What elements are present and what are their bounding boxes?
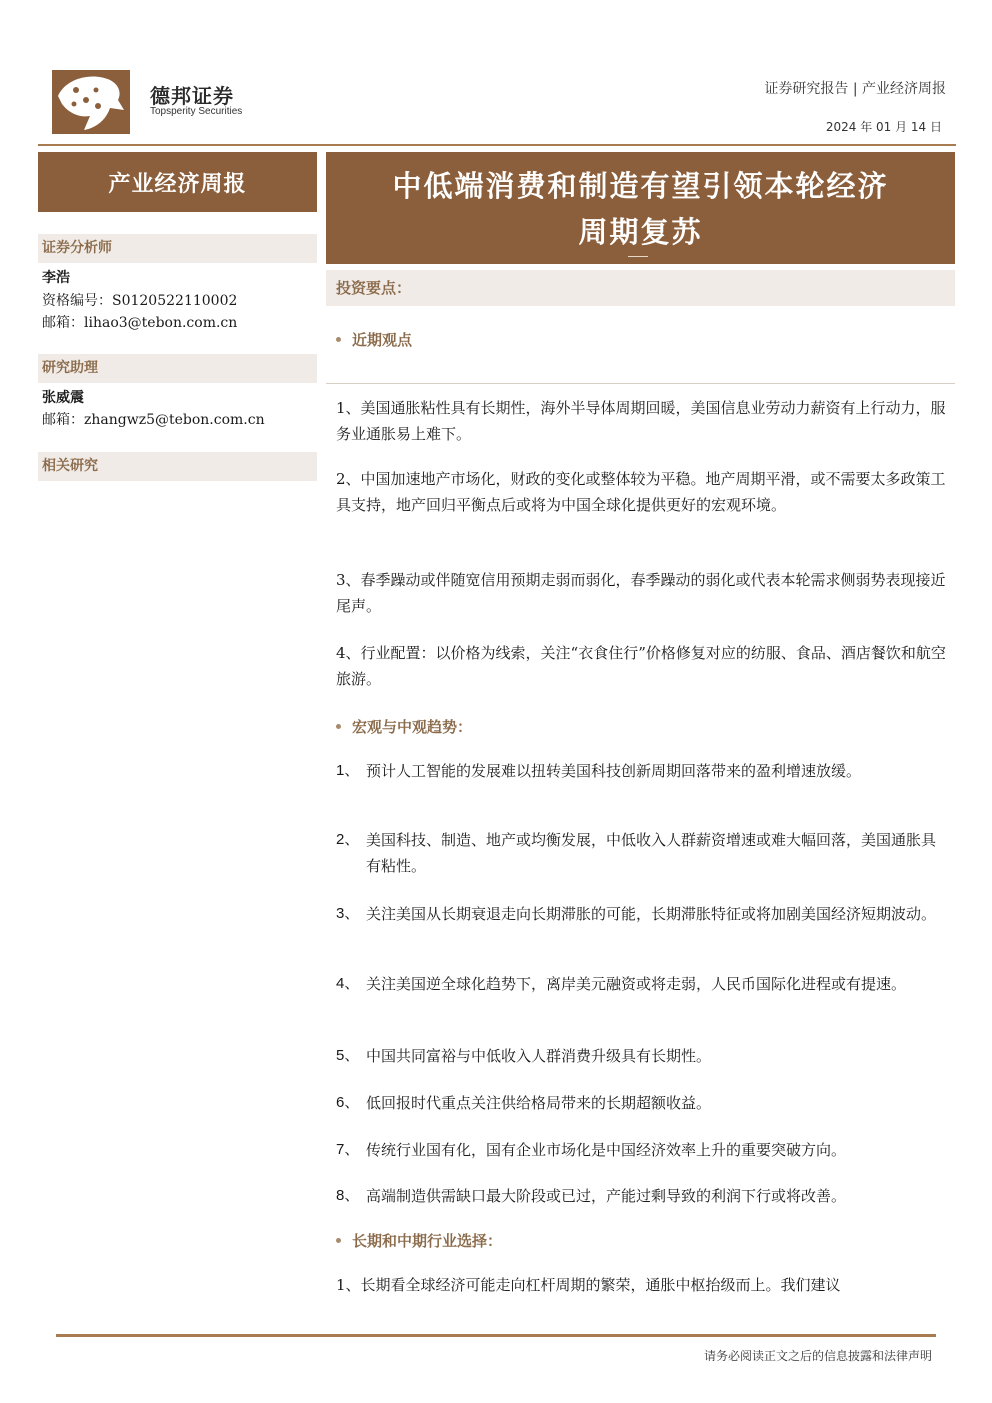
report-category-banner: 产业经济周报 <box>38 152 317 212</box>
section-divider <box>326 383 955 384</box>
analyst-email: 邮箱：lihao3@tebon.com.cn <box>42 315 238 331</box>
list-item-number: 5、 <box>336 1047 360 1064</box>
list-item <box>336 1137 946 1163</box>
list-item-text: 美国科技、制造、地产或均衡发展，中低收入人群薪资增速或难大幅回落，美国通胀具有粘性。 <box>366 831 937 875</box>
list-item <box>336 1090 946 1116</box>
recent-view-paragraph: 2、中国加速地产市场化，财政的变化或整体较为平稳。地产周期平滑，或不需要太多政策工具支持，地产回归平衡点后或将为中国全球化提供更好的宏观环境。 <box>336 470 946 514</box>
key-points-heading: 投资要点： <box>326 270 955 306</box>
brand-name-cn: 德邦证券 <box>150 84 234 108</box>
brand-name-en: Topsperity Securities <box>150 106 243 117</box>
list-item-text: 低回报时代重点关注供给格局带来的长期超额收益。 <box>366 1094 712 1112</box>
recent-view-paragraph: 3、春季躁动或伴随宽信用预期走弱而弱化，春季躁动的弱化或代表本轮需求侧弱势表现接近尾声。 <box>336 571 946 615</box>
macro-trends-label: 宏观与中观趋势： <box>352 718 473 736</box>
list-item-text: 关注美国从长期衰退走向长期滞胀的可能，长期滞胀特征或将加剧美国经济短期波动。 <box>366 905 937 923</box>
footer-disclaimer: 请务必阅读正文之后的信息披露和法律声明 <box>703 1349 932 1363</box>
industry-selection-paragraph: 1、长期看全球经济可能走向杠杆周期的繁荣，通胀中枢抬级而上。我们建议 <box>336 1276 841 1294</box>
list-item-number: 3、 <box>336 905 360 922</box>
title-underline-mark <box>628 256 648 257</box>
industry-selection-heading <box>336 1230 502 1251</box>
list-item <box>336 1183 946 1209</box>
list-item <box>336 1043 946 1069</box>
footer-divider <box>56 1334 936 1337</box>
related-research-heading: 相关研究 <box>38 452 317 481</box>
bullet-icon <box>336 724 341 729</box>
assistant-name: 张威震 <box>42 390 84 406</box>
list-item <box>336 827 946 879</box>
list-item-text: 传统行业国有化，国有企业市场化是中国经济效率上升的重要突破方向。 <box>366 1141 847 1159</box>
list-item-number: 7、 <box>336 1141 360 1158</box>
list-item-number: 1、 <box>336 762 360 779</box>
list-item-number: 2、 <box>336 831 360 848</box>
analyst-certificate: 资格编号：S0120522110002 <box>42 293 238 309</box>
assistant-email: 邮箱：zhangwz5@tebon.com.cn <box>42 412 265 428</box>
recent-views-heading <box>336 329 412 350</box>
list-item <box>336 901 946 927</box>
list-item-number: 6、 <box>336 1094 360 1111</box>
analyst-name: 李浩 <box>42 270 70 286</box>
list-item-number: 4、 <box>336 975 360 992</box>
recent-view-paragraph: 1、美国通胀粘性具有长期性，海外半导体周期回暖，美国信息业劳动力薪资有上行动力，服务业通胀易上难下。 <box>336 399 946 443</box>
list-item-text: 关注美国逆全球化趋势下，离岸美元融资或将走弱，人民币国际化进程或有提速。 <box>366 975 907 993</box>
report-type: 证券研究报告 | 产业经济周报 <box>764 81 946 97</box>
assistant-section-heading: 研究助理 <box>38 354 317 383</box>
company-logo <box>52 70 130 134</box>
recent-view-paragraph: 4、行业配置：以价格为线索，关注“衣食住行”价格修复对应的纺服、食品、酒店餐饮和航空旅游。 <box>336 644 946 688</box>
list-item-text: 中国共同富裕与中低收入人群消费升级具有长期性。 <box>366 1047 712 1065</box>
macro-trends-heading <box>336 716 472 737</box>
report-date: 2024 年 01 月 14 日 <box>825 120 942 134</box>
header-divider <box>38 144 956 146</box>
list-item-number: 8、 <box>336 1187 360 1204</box>
bullet-icon <box>336 337 341 342</box>
recent-views-label: 近期观点 <box>352 331 413 349</box>
list-item-text: 预计人工智能的发展难以扭转美国科技创新周期回落带来的盈利增速放缓。 <box>366 762 862 780</box>
list-item <box>336 758 946 784</box>
report-title-line1: 中低端消费和制造有望引领本轮经济 <box>392 169 889 203</box>
report-title-line2: 周期复苏 <box>578 215 703 249</box>
report-title <box>326 152 955 264</box>
list-item <box>336 971 946 997</box>
bullet-icon <box>336 1238 341 1243</box>
industry-selection-label: 长期和中期行业选择： <box>352 1232 503 1250</box>
list-item-text: 高端制造供需缺口最大阶段或已过，产能过剩导致的利润下行或将改善。 <box>366 1187 847 1205</box>
analyst-section-heading: 证券分析师 <box>38 234 317 263</box>
